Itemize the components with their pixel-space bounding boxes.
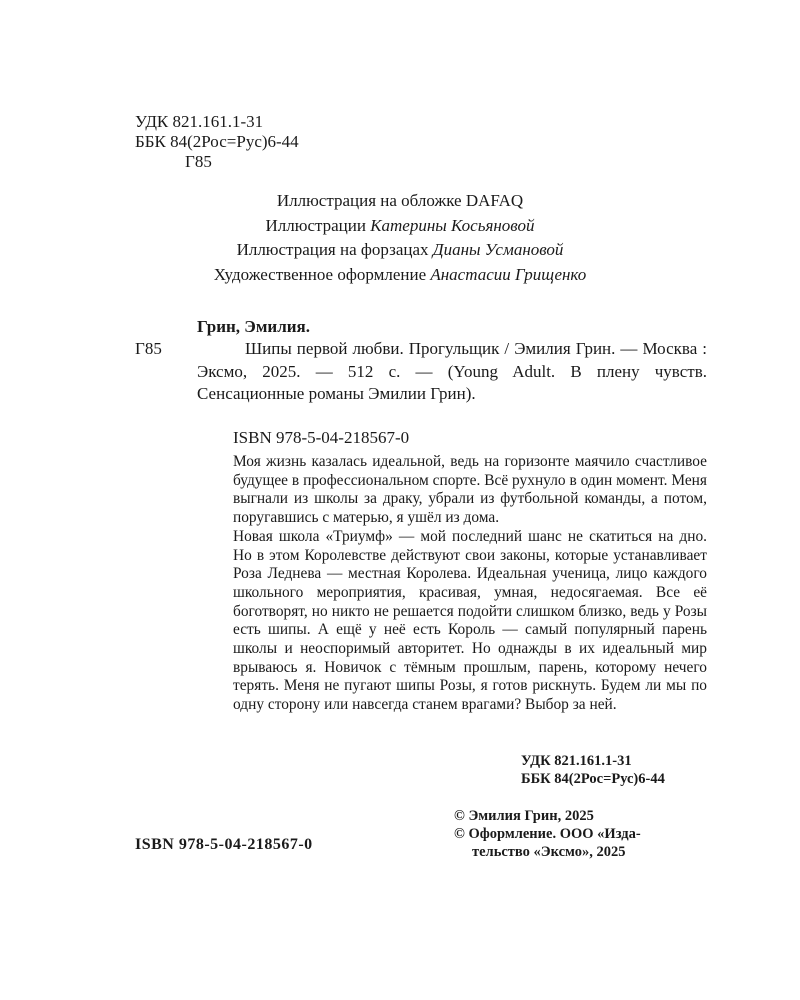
classification-header [135,112,299,172]
copyright-author: © Эмилия Грин, 2025 [454,808,594,824]
copyright-design: © Оформление. ООО «Изда- [454,826,641,842]
credit-line-endpapers: Иллюстрация на форзацах Дианы Усмановой [236,240,564,259]
bbk-code: ББК 84(2Рос=Рус)6-44 [135,132,299,151]
footer-classification [521,752,665,788]
credit-line-design: Художественное оформление Анастасии Грищенко [213,264,587,284]
illustration-credits [0,189,800,287]
description-text: Шипы первой любви. Прогульщик / Эмилия Грин. — Москва : Эксмо, 2025. — 512 с. — (Young Adult. В плену чувств. Сенсационные романы Эмилии Грин). [197,339,707,403]
credit-line-illustrations: Иллюстрации Катерины Косьяновой [265,215,535,235]
annotation [233,453,707,715]
record-author: Грин, Эмилия. [197,317,310,336]
copyright-design-cont: тельство «Эксмо», 2025 [472,844,626,860]
author-code: Г85 [185,152,212,171]
footer-isbn: ISBN 978-5-04-218567-0 [135,836,313,853]
udk-code: УДК 821.161.1-31 [135,112,264,131]
annotation-paragraph: Моя жизнь казалась идеальной, ведь на горизонте маячило счастливое будущее в профессиональном спорте. Всё рухнуло в один момент. Меня выгнали из школы за драку, убрали из футбольной команды, а потом, поругавшись с матерью, я ушёл из дома. [233,453,707,527]
bibliographic-description [197,338,707,406]
record-code: Г85 [135,339,162,358]
copyright-block [454,807,641,861]
footer-bbk: ББК 84(2Рос=Рус)6-44 [521,771,665,787]
credit-line-cover: Иллюстрация на обложке DAFAQ [276,191,524,210]
record-isbn: ISBN 978-5-04-218567-0 [233,428,410,447]
annotation-paragraph: Новая школа «Триумф» — мой последний шанс не скатиться на дно. Но в этом Королевстве действуют свои законы, которые устанавливает Роза Леднева — местная Королева. Идеальная ученица, лицо каждого школьного мероприятия, красивая, умная, недосягаемая. Все её боготворят, но никто не решается подойти слишком близко, ведь у Розы есть шипы. А ещё у неё есть Король — самый популярный парень школы и неоспоримый авторитет. Но однажды в их идеальный мир врываюсь я. Новичок с тёмным прошлым, парень, которому нечего терять. Меня не пугают шипы Розы, я готов рискнуть. Будем ли мы по одну сторону или навсегда станем врагами? Выбор за ней. [233,527,707,714]
footer-udk: УДК 821.161.1-31 [521,753,632,769]
